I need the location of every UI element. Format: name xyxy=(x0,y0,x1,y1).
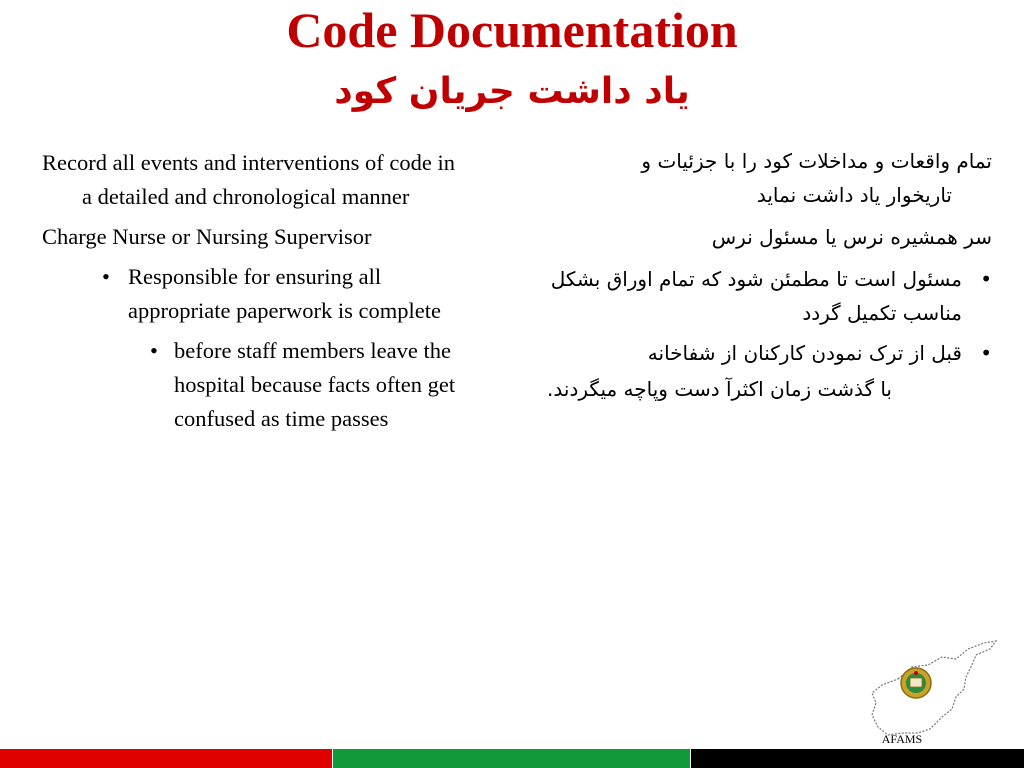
bullet-icon: • xyxy=(980,341,992,365)
right-sub-bullet: با گذشت زمان اکثرآ دست وپاچه میگردند. xyxy=(547,377,892,401)
right-bullet-2-text: قبل از ترک نمودن کارکنان از شفاخانه xyxy=(647,341,962,365)
slide-subtitle: یاد داشت جریان کود xyxy=(334,71,690,112)
right-line-1: تمام واقعات و مداخلات کود را با جزئیات و xyxy=(641,149,992,173)
bullet-icon: • xyxy=(150,338,158,363)
afghanistan-map-logo xyxy=(868,637,1000,745)
bullet-icon: • xyxy=(102,264,110,289)
footer-bar-black xyxy=(691,749,1024,768)
afams-label: AFAMS xyxy=(881,732,923,746)
right-paragraph-2: سر همشیره نرس یا مسئول نرس xyxy=(711,225,992,249)
left-bullet-2 xyxy=(150,334,462,436)
right-bullet-1-text: مسئول است تا مطمئن شود که تمام اوراق بشکل مناسب تکمیل گردد xyxy=(550,267,962,325)
left-bullet-1 xyxy=(102,260,462,328)
left-text-column xyxy=(42,146,462,436)
map-icon xyxy=(868,637,1000,745)
right-paragraph-1 xyxy=(540,144,992,212)
footer-bar-green xyxy=(333,749,690,768)
slide-title: Code Documentation xyxy=(286,2,738,58)
left-paragraph-2: Charge Nurse or Nursing Supervisor xyxy=(42,224,372,249)
footer-bar-red xyxy=(0,749,332,768)
left-paragraph-1: Record all events and interventions of code in a detailed and chronological manner xyxy=(42,150,455,209)
right-text-column xyxy=(540,144,992,406)
left-bullet-2-text: before staff members leave the hospital because facts often get confused as time passes xyxy=(174,338,456,431)
left-bullet-1-text: Responsible for ensuring all appropriate paperwork is complete xyxy=(128,264,442,323)
right-bullet-1 xyxy=(540,262,992,330)
right-bullet-2 xyxy=(540,336,992,370)
bullet-icon: • xyxy=(980,267,992,291)
right-line-2: تاریخوار یاد داشت نماید xyxy=(756,183,952,207)
